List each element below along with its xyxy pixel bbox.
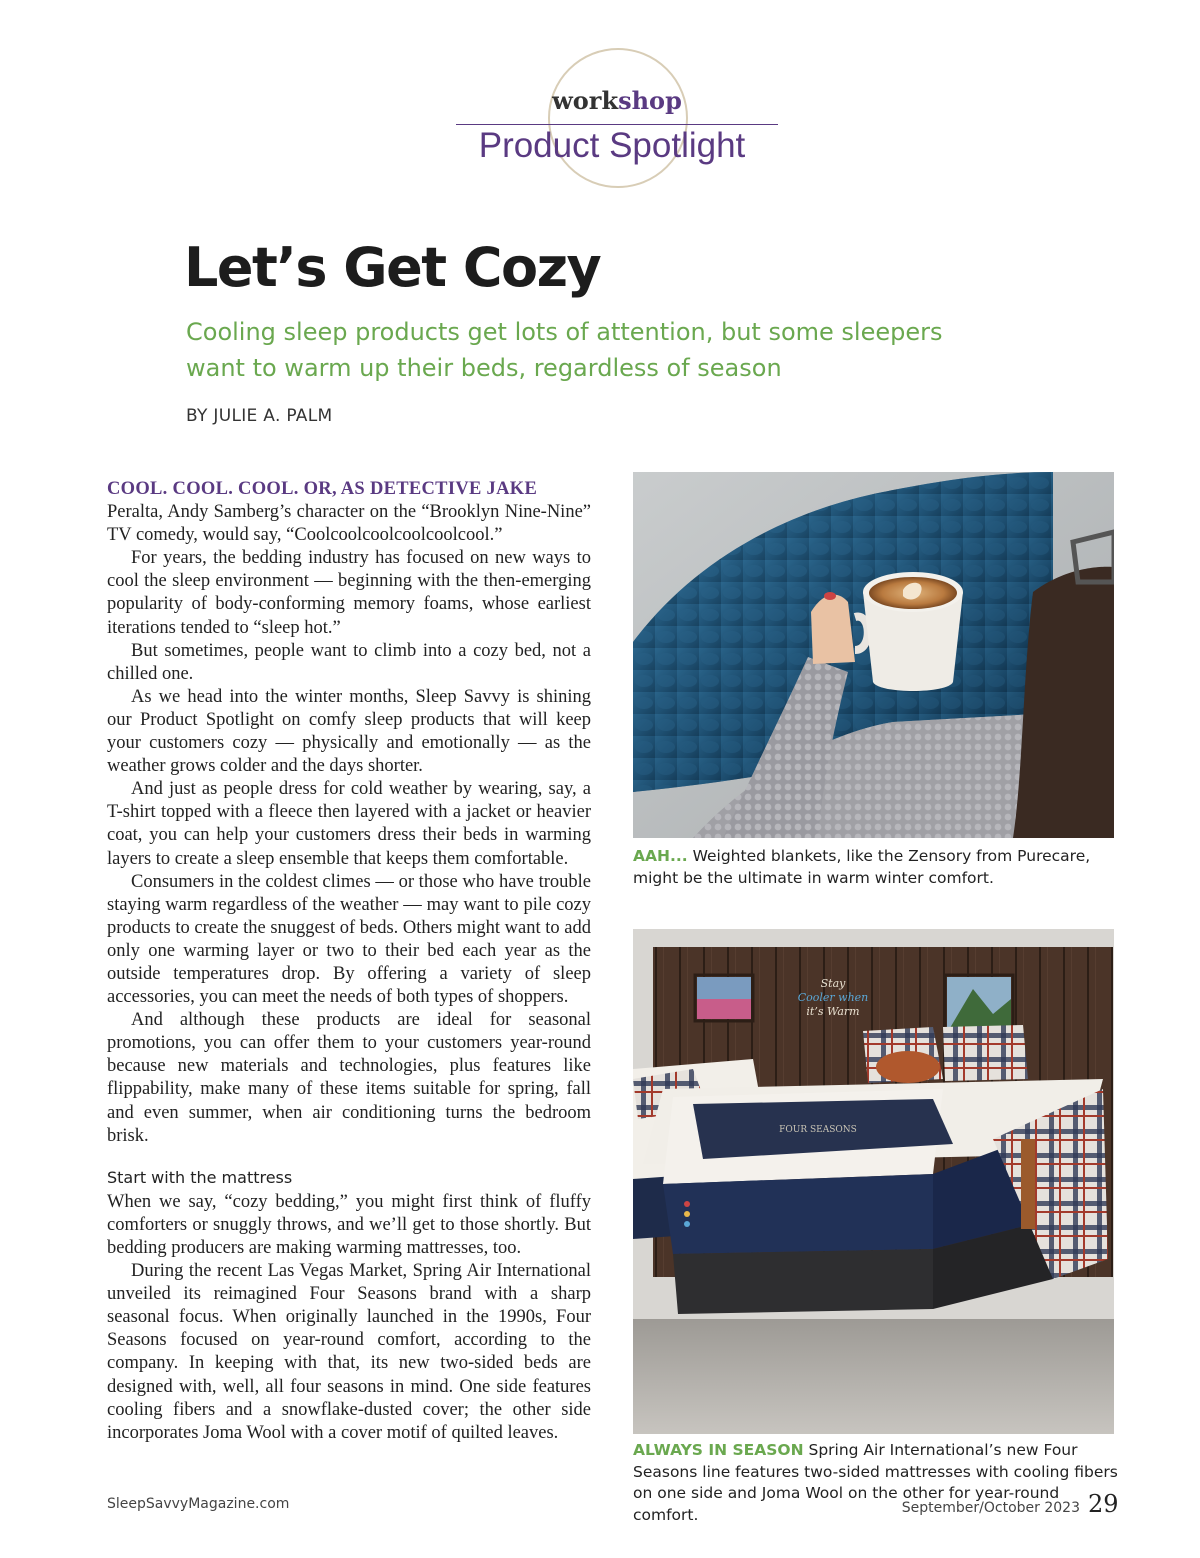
body-paragraph: And although these products are ideal for seasonal promotions, you can offer them to your customers year-round because new materials and technologies, plus features like flippability, make many of these items suitable for spring, fall and even summer, when air conditioning turns the bedroom brisk. [107, 1010, 591, 1146]
footer-site: SleepSavvyMagazine.com [107, 1496, 290, 1512]
photo-four-seasons-illustration [633, 929, 1114, 1434]
footer-issue: September/October 2023 [901, 1500, 1080, 1516]
sign-line-1: Stay [820, 977, 846, 990]
body-paragraph-text: Peralta, Andy Samberg’s character on the “Brooklyn Nine-Nine” TV comedy, would say, “Coolcoolcoolcoolcoolcool.” [107, 502, 591, 546]
body-paragraph: For years, the bedding industry has focused on new ways to cool the sleep environment — beginning with the then-emerging popularity of body-conforming memory foams, whose earliest iterations tended to “sleep hot.” [107, 548, 591, 638]
caption-lead: AAH... [633, 847, 688, 865]
body-paragraph: During the recent Las Vegas Market, Spring Air International unveiled its reimagined Four Seasons brand with a sharp seasonal focus. When originally launched in the 1990s, Four Seasons focused on year-round comfort, according to the company. In keeping with that, its new two-sided beds are designed with, well, all four seasons in mind. One side features cooling fibers and a snowflake-dusted cover; the other side incorporates Joma Wool with a cover motif of quilted leaves. [107, 1261, 591, 1443]
section-title: Product Spotlight [478, 126, 746, 165]
kicker-prefix: work [552, 86, 619, 115]
photo-weighted-blanket-illustration [633, 472, 1114, 838]
body-paragraph [107, 478, 591, 547]
photo-four-seasons-display [633, 929, 1114, 1434]
photo-weighted-blanket [633, 472, 1114, 838]
photo-caption [633, 846, 1119, 889]
article-body [107, 478, 591, 1445]
caption-text: Weighted blankets, like the Zensory from Purecare, might be the ultimate in warm winter comfort. [633, 847, 1091, 887]
sign-line-3: it’s Warm [806, 1005, 860, 1018]
body-paragraph: Consumers in the coldest climes — or those who have trouble staying warm regardless of the weather — may want to pile cozy products to create the snuggest of beds. Others might want to add only one warming layer or two to their bed each year as the outside temperatures drop. By offering a variety of sleep accessories, you can meet the needs of both types of shoppers. [107, 871, 591, 1008]
masthead-rule [456, 124, 778, 125]
body-paragraph: When we say, “cozy bedding,” you might first think of fluffy comforters or snuggly throws, and we’ll get to those shortly. But bedding producers are making warming mattresses, too. [107, 1191, 591, 1258]
article-headline: Let’s Get Cozy [184, 236, 601, 299]
kicker-suffix: shop [618, 86, 682, 115]
article-subhead: Start with the mattress [107, 1167, 293, 1187]
mattress-brand-mark: FOUR SEASONS [779, 1125, 857, 1135]
article-dek: Cooling sleep products get lots of attention, but some sleepers want to warm up their beds, regardless of season [186, 318, 943, 382]
sign-line-2: Cooler when [797, 991, 869, 1004]
body-paragraph: And just as people dress for cold weather by wearing, say, a T-shirt topped with a fleece then layered with a jacket or heavier coat, you can help your customers dress their beds in warming layers to create a sleep ensemble that keeps them comfortable. [107, 779, 591, 869]
section-kicker [0, 86, 1200, 115]
masthead-circle [548, 48, 688, 188]
lead-in: COOL. COOL. COOL. OR, AS DETECTIVE JAKE [107, 479, 538, 499]
body-paragraph: But sometimes, people want to climb into a cozy bed, not a chilled one. [107, 640, 591, 684]
caption-text: Spring Air International’s new Four Seasons line features two-sided mattresses with cooling fibers on one side and Joma Wool on the other for year-round comfort. [633, 1441, 1118, 1524]
article-byline: BY JULIE A. PALM [186, 406, 333, 426]
body-paragraph: As we head into the winter months, Sleep Savvy is shining our Product Spotlight on comfy sleep products that will keep your customers cozy — physically and emotionally — as the weather grows colder and the days shorter. [107, 686, 591, 777]
caption-lead: ALWAYS IN SEASON [633, 1441, 804, 1459]
page-number: 29 [1088, 1490, 1119, 1518]
